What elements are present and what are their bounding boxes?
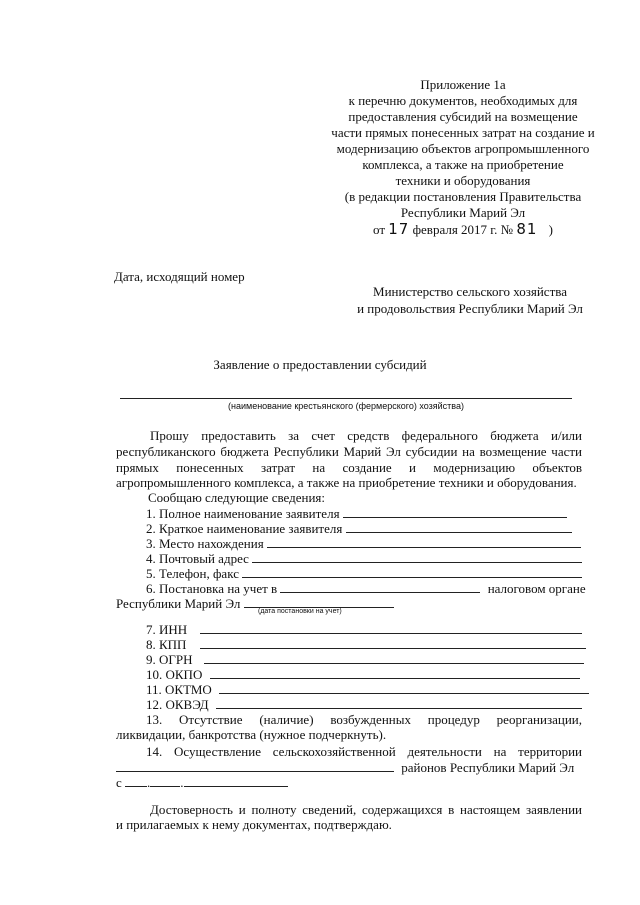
since-month-field[interactable]	[150, 774, 180, 787]
registration-date-field[interactable]	[244, 595, 394, 608]
farm-name-caption: (наименование крестьянского (фермерского) хозяйства)	[228, 401, 464, 411]
field-label: 7. ИНН	[146, 622, 188, 637]
addressee	[340, 283, 600, 317]
field-label: 1. Полное наименование заявителя	[146, 506, 340, 521]
confirm-line: и прилагаемых к нему документах, подтверждаю.	[116, 817, 392, 832]
request-line: республиканского бюджета Республики Марий Эл субсидии на возмещение части	[116, 444, 582, 459]
field-label: 3. Место нахождения	[146, 536, 264, 551]
field-14-line: 14. Осуществление сельскохозяйственной деятельности на территории	[146, 744, 582, 759]
appendix-line: модернизацию объектов агропромышленного	[336, 141, 590, 156]
date-rest: февраля 2017 г. №	[412, 222, 514, 237]
field-label: 10. ОКПО	[146, 667, 203, 682]
tax-authority-field[interactable]	[280, 580, 480, 593]
field-label: районов Республики Марий Эл	[401, 760, 575, 775]
confirm-line: Достоверность и полноту сведений, содержащихся в настоящем заявлении	[150, 802, 582, 817]
postal-address-field[interactable]	[252, 550, 582, 563]
full-name-field[interactable]	[343, 505, 567, 518]
dot: .	[147, 775, 151, 790]
field-label: 9. ОГРН	[146, 652, 193, 667]
handwritten-number: 81	[516, 220, 538, 238]
appendix-line: части прямых понесенных затрат на создание и	[331, 125, 595, 140]
addressee-line: и продовольствия Республики Марий Эл	[357, 301, 583, 316]
handwritten-day: 17	[388, 220, 410, 238]
okpo-field[interactable]	[210, 666, 580, 679]
date-close: )	[548, 222, 553, 237]
appendix-line: комплекса, а также на приобретение	[362, 157, 564, 172]
field-label: Республики Марий Эл	[116, 596, 241, 611]
ogrn-field[interactable]	[204, 651, 584, 664]
appendix-line: предоставления субсидий на возмещение	[348, 109, 578, 124]
appendix-line: техники и оборудования	[395, 173, 531, 188]
field-13-line: 13. Отсутствие (наличие) возбужденных процедур реорганизации,	[146, 712, 582, 727]
since-year-field[interactable]	[184, 774, 288, 787]
farm-name-field[interactable]	[120, 398, 572, 399]
inn-field[interactable]	[200, 621, 582, 634]
addressee-line: Министерство сельского хозяйства	[373, 284, 567, 299]
field-13-line: ликвидации, банкротства (нужное подчеркнуть).	[116, 727, 387, 742]
date-prefix: от	[373, 222, 386, 237]
appendix-line: к перечню документов, необходимых для	[348, 93, 578, 108]
request-line: Прошу предоставить за счет средств федерального бюджета и/или	[150, 428, 582, 443]
since-day-field[interactable]	[125, 774, 147, 787]
location-field[interactable]	[267, 535, 581, 548]
request-line: прямых понесенных затрат на создание и модернизацию объектов	[116, 460, 582, 475]
document-title: Заявление о предоставлении субсидий	[213, 357, 427, 372]
registration-date-caption: (дата постановки на учет)	[258, 608, 342, 615]
districts-field[interactable]	[116, 759, 394, 772]
phone-fax-field[interactable]	[242, 565, 582, 578]
kpp-field[interactable]	[200, 636, 586, 649]
okved-field[interactable]	[216, 696, 582, 709]
field-label: 6. Постановка на учет в	[146, 581, 278, 596]
field-label: 8. КПП	[146, 637, 187, 652]
dot: .	[180, 775, 184, 790]
field-label: налоговом органе	[487, 581, 586, 596]
request-line: агропромышленного комплекса, а также на приобретение техники и оборудования.	[116, 475, 577, 490]
oktmo-field[interactable]	[219, 681, 589, 694]
field-label: 2. Краткое наименование заявителя	[146, 521, 343, 536]
since-label: с	[116, 775, 122, 790]
field-label: 4. Почтовый адрес	[146, 551, 249, 566]
resolution-date-line	[318, 221, 608, 238]
field-label: 11. ОКТМО	[146, 682, 212, 697]
appendix-header	[318, 77, 608, 238]
appendix-line: (в редакции постановления Правительства	[344, 189, 582, 204]
info-intro: Сообщаю следующие сведения:	[148, 490, 326, 505]
appendix-line: Республики Марий Эл	[400, 205, 526, 220]
short-name-field[interactable]	[346, 520, 572, 533]
appendix-line: Приложение 1а	[420, 77, 506, 92]
date-outgoing-number-label: Дата, исходящий номер	[114, 269, 245, 284]
field-label: 12. ОКВЭД	[146, 697, 209, 712]
field-label: 5. Телефон, факс	[146, 566, 239, 581]
